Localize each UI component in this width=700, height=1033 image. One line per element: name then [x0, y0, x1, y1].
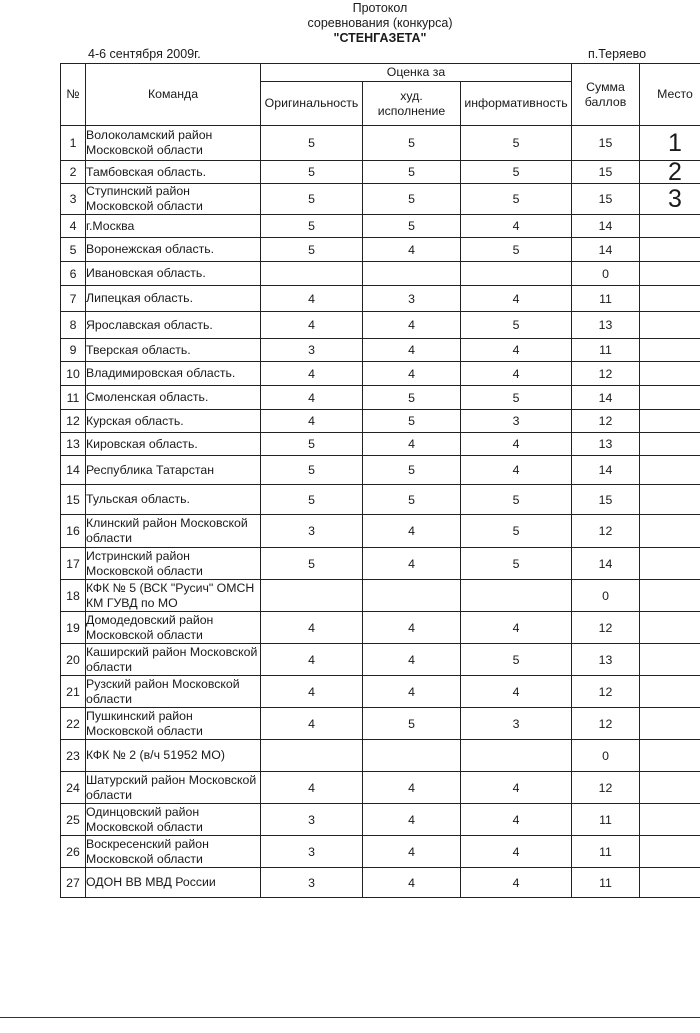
art-score: 4: [363, 868, 461, 898]
art-score: 4: [363, 339, 461, 362]
originality-score: [261, 262, 363, 286]
place-value: 3: [640, 184, 700, 215]
table-row: [61, 676, 700, 708]
team-name: Тверская область.: [86, 339, 261, 362]
header-number: №: [61, 64, 86, 126]
total-score: 13: [572, 433, 640, 456]
total-score: 15: [572, 126, 640, 161]
table-row: [61, 644, 700, 676]
place-value: [640, 262, 700, 286]
total-score: 0: [572, 262, 640, 286]
place-value: [640, 215, 700, 238]
total-score: 13: [572, 312, 640, 339]
table-row: [61, 836, 700, 868]
art-score: 4: [363, 676, 461, 708]
art-score: 4: [363, 836, 461, 868]
originality-score: 4: [261, 312, 363, 339]
row-number: 22: [61, 708, 86, 740]
team-name: КФК № 2 (в/ч 51952 МО): [86, 740, 261, 772]
team-name: Курская область.: [86, 410, 261, 433]
art-score: 3: [363, 286, 461, 312]
table-row: [61, 312, 700, 339]
team-name: Одинцовский район Московской области: [86, 804, 261, 836]
total-score: 0: [572, 740, 640, 772]
art-score: 5: [363, 126, 461, 161]
art-score: [363, 580, 461, 612]
table-row: [61, 772, 700, 804]
team-name: Смоленская область.: [86, 386, 261, 410]
total-score: 15: [572, 485, 640, 515]
event-date: 4-6 сентября 2009г.: [88, 47, 201, 61]
team-name: Воронежская область.: [86, 238, 261, 262]
originality-score: 3: [261, 868, 363, 898]
total-score: 14: [572, 238, 640, 262]
competition-name: "СТЕНГАЗЕТА": [333, 31, 427, 45]
document-subtitle: соревнования (конкурса): [307, 16, 453, 30]
table-row: [61, 161, 700, 184]
table-row: [61, 386, 700, 410]
art-score: [363, 740, 461, 772]
row-number: 25: [61, 804, 86, 836]
table-row: [61, 456, 700, 485]
originality-score: 3: [261, 804, 363, 836]
informativeness-score: 5: [461, 515, 572, 548]
row-number: 16: [61, 515, 86, 548]
team-name: Воскресенский район Московской области: [86, 836, 261, 868]
team-name: Тамбовская область.: [86, 161, 261, 184]
originality-score: 5: [261, 456, 363, 485]
informativeness-score: 5: [461, 184, 572, 215]
total-score: 13: [572, 644, 640, 676]
art-score: 4: [363, 548, 461, 580]
place-value: [640, 485, 700, 515]
art-score: 5: [363, 456, 461, 485]
row-number: 11: [61, 386, 86, 410]
row-number: 14: [61, 456, 86, 485]
team-name: Ярославская область.: [86, 312, 261, 339]
team-name: КФК № 5 (ВСК "Русич" ОМСН КМ ГУВД по МО: [86, 580, 261, 612]
informativeness-score: 5: [461, 485, 572, 515]
total-score: 12: [572, 410, 640, 433]
row-number: 27: [61, 868, 86, 898]
place-value: [640, 740, 700, 772]
art-score: 4: [363, 312, 461, 339]
team-name: Волоколамский район Московской области: [86, 126, 261, 161]
place-value: [640, 312, 700, 339]
informativeness-score: 4: [461, 286, 572, 312]
originality-score: 4: [261, 676, 363, 708]
header-total: [572, 64, 640, 126]
art-score: 5: [363, 708, 461, 740]
informativeness-score: [461, 740, 572, 772]
total-score: 11: [572, 868, 640, 898]
informativeness-score: 5: [461, 644, 572, 676]
row-number: 26: [61, 836, 86, 868]
informativeness-score: 4: [461, 772, 572, 804]
row-number: 1: [61, 126, 86, 161]
row-number: 13: [61, 433, 86, 456]
row-number: 23: [61, 740, 86, 772]
table-row: [61, 612, 700, 644]
team-name: г.Москва: [86, 215, 261, 238]
page-edge-line: [0, 1017, 700, 1018]
place-value: [640, 676, 700, 708]
place-value: [640, 238, 700, 262]
art-score: 5: [363, 161, 461, 184]
informativeness-score: 5: [461, 238, 572, 262]
originality-score: 4: [261, 410, 363, 433]
art-score: 4: [363, 362, 461, 386]
total-score: 12: [572, 772, 640, 804]
table-row: [61, 215, 700, 238]
art-score: [363, 262, 461, 286]
art-score: 4: [363, 612, 461, 644]
originality-score: 3: [261, 515, 363, 548]
table-row: [61, 740, 700, 772]
art-score: 4: [363, 238, 461, 262]
team-name: Липецкая область.: [86, 286, 261, 312]
total-score: 12: [572, 612, 640, 644]
team-name: Кировская область.: [86, 433, 261, 456]
total-score: 11: [572, 286, 640, 312]
header-originality: Оригинальность: [261, 82, 363, 126]
originality-score: 4: [261, 362, 363, 386]
originality-score: 3: [261, 339, 363, 362]
team-name: Владимировская область.: [86, 362, 261, 386]
art-score: 4: [363, 433, 461, 456]
informativeness-score: 5: [461, 126, 572, 161]
originality-score: 4: [261, 644, 363, 676]
place-value: [640, 410, 700, 433]
informativeness-score: 4: [461, 339, 572, 362]
table-row: [61, 804, 700, 836]
table-row: [61, 362, 700, 386]
originality-score: 4: [261, 772, 363, 804]
header-place: Место: [640, 64, 700, 126]
art-score: 4: [363, 515, 461, 548]
table-row: [61, 433, 700, 456]
total-score: 14: [572, 386, 640, 410]
place-value: [640, 868, 700, 898]
table-row: [61, 126, 700, 161]
place-value: [640, 362, 700, 386]
table-row: [61, 286, 700, 312]
place-value: [640, 456, 700, 485]
row-number: 12: [61, 410, 86, 433]
informativeness-score: 4: [461, 676, 572, 708]
informativeness-score: 4: [461, 868, 572, 898]
team-name: ОДОН ВВ МВД России: [86, 868, 261, 898]
row-number: 7: [61, 286, 86, 312]
art-score: 4: [363, 772, 461, 804]
total-score: 11: [572, 836, 640, 868]
total-score: 14: [572, 456, 640, 485]
header-team: Команда: [86, 64, 261, 126]
team-name: Тульская область.: [86, 485, 261, 515]
event-location: п.Теряево: [588, 47, 647, 61]
header-informativeness: информативность: [461, 82, 572, 126]
total-score: 0: [572, 580, 640, 612]
art-score: 5: [363, 485, 461, 515]
header-score-group: Оценка за: [261, 64, 572, 82]
team-name: Республика Татарстан: [86, 456, 261, 485]
originality-score: 5: [261, 184, 363, 215]
total-score: 12: [572, 362, 640, 386]
art-score: 4: [363, 644, 461, 676]
results-body: [61, 126, 700, 898]
informativeness-score: 5: [461, 386, 572, 410]
row-number: 19: [61, 612, 86, 644]
informativeness-score: 3: [461, 708, 572, 740]
informativeness-score: 5: [461, 161, 572, 184]
informativeness-score: 4: [461, 612, 572, 644]
place-value: [640, 836, 700, 868]
row-number: 18: [61, 580, 86, 612]
table-row: [61, 410, 700, 433]
place-value: [640, 708, 700, 740]
originality-score: 5: [261, 126, 363, 161]
team-name: Домодедовский район Московской области: [86, 612, 261, 644]
art-score: 5: [363, 410, 461, 433]
place-value: [640, 433, 700, 456]
row-number: 17: [61, 548, 86, 580]
team-name: Ивановская область.: [86, 262, 261, 286]
team-name: Истринский район Московской области: [86, 548, 261, 580]
originality-score: 5: [261, 433, 363, 456]
total-score: 12: [572, 708, 640, 740]
total-score: 12: [572, 515, 640, 548]
row-number: 24: [61, 772, 86, 804]
row-number: 10: [61, 362, 86, 386]
place-value: [640, 644, 700, 676]
team-name: Шатурский район Московской области: [86, 772, 261, 804]
row-number: 4: [61, 215, 86, 238]
informativeness-score: 4: [461, 433, 572, 456]
originality-score: 5: [261, 215, 363, 238]
row-number: 5: [61, 238, 86, 262]
informativeness-score: [461, 262, 572, 286]
informativeness-score: 4: [461, 804, 572, 836]
informativeness-score: 5: [461, 548, 572, 580]
place-value: [640, 339, 700, 362]
table-row: [61, 548, 700, 580]
place-value: [640, 804, 700, 836]
row-number: 8: [61, 312, 86, 339]
row-number: 6: [61, 262, 86, 286]
header-art-label: худ. исполнение: [377, 88, 446, 118]
originality-score: [261, 580, 363, 612]
originality-score: 5: [261, 238, 363, 262]
place-value: 2: [640, 161, 700, 184]
total-score: 11: [572, 804, 640, 836]
row-number: 21: [61, 676, 86, 708]
team-name: Каширский район Московской области: [86, 644, 261, 676]
table-row: [61, 262, 700, 286]
informativeness-score: 4: [461, 215, 572, 238]
place-value: [640, 386, 700, 410]
originality-score: 4: [261, 286, 363, 312]
art-score: 5: [363, 184, 461, 215]
total-score: 14: [572, 548, 640, 580]
table-row: [61, 339, 700, 362]
team-name: Рузский район Московской области: [86, 676, 261, 708]
informativeness-score: 4: [461, 456, 572, 485]
table-row: [61, 580, 700, 612]
document-title: Протокол: [352, 1, 408, 15]
table-row: [61, 485, 700, 515]
originality-score: 5: [261, 161, 363, 184]
place-value: [640, 772, 700, 804]
informativeness-score: 3: [461, 410, 572, 433]
header-total-label: Сумма баллов: [584, 79, 627, 109]
originality-score: 5: [261, 485, 363, 515]
place-value: [640, 515, 700, 548]
place-value: 1: [640, 126, 700, 161]
originality-score: 5: [261, 548, 363, 580]
total-score: 14: [572, 215, 640, 238]
informativeness-score: [461, 580, 572, 612]
originality-score: [261, 740, 363, 772]
place-value: [640, 580, 700, 612]
team-name: Ступинский район Московской области: [86, 184, 261, 215]
informativeness-score: 5: [461, 312, 572, 339]
table-row: [61, 868, 700, 898]
informativeness-score: 4: [461, 836, 572, 868]
row-number: 9: [61, 339, 86, 362]
table-row: [61, 708, 700, 740]
results-table: [60, 63, 700, 898]
originality-score: 4: [261, 386, 363, 410]
total-score: 12: [572, 676, 640, 708]
row-number: 3: [61, 184, 86, 215]
originality-score: 3: [261, 836, 363, 868]
header-art: [363, 82, 461, 126]
table-row: [61, 515, 700, 548]
place-value: [640, 612, 700, 644]
total-score: 15: [572, 161, 640, 184]
row-number: 15: [61, 485, 86, 515]
art-score: 4: [363, 804, 461, 836]
table-row: [61, 238, 700, 262]
informativeness-score: 4: [461, 362, 572, 386]
total-score: 11: [572, 339, 640, 362]
row-number: 2: [61, 161, 86, 184]
art-score: 5: [363, 386, 461, 410]
team-name: Пушкинский район Московской области: [86, 708, 261, 740]
table-row: [61, 184, 700, 215]
art-score: 5: [363, 215, 461, 238]
originality-score: 4: [261, 612, 363, 644]
place-value: [640, 548, 700, 580]
total-score: 15: [572, 184, 640, 215]
row-number: 20: [61, 644, 86, 676]
originality-score: 4: [261, 708, 363, 740]
place-value: [640, 286, 700, 312]
team-name: Клинский район Московской области: [86, 515, 261, 548]
